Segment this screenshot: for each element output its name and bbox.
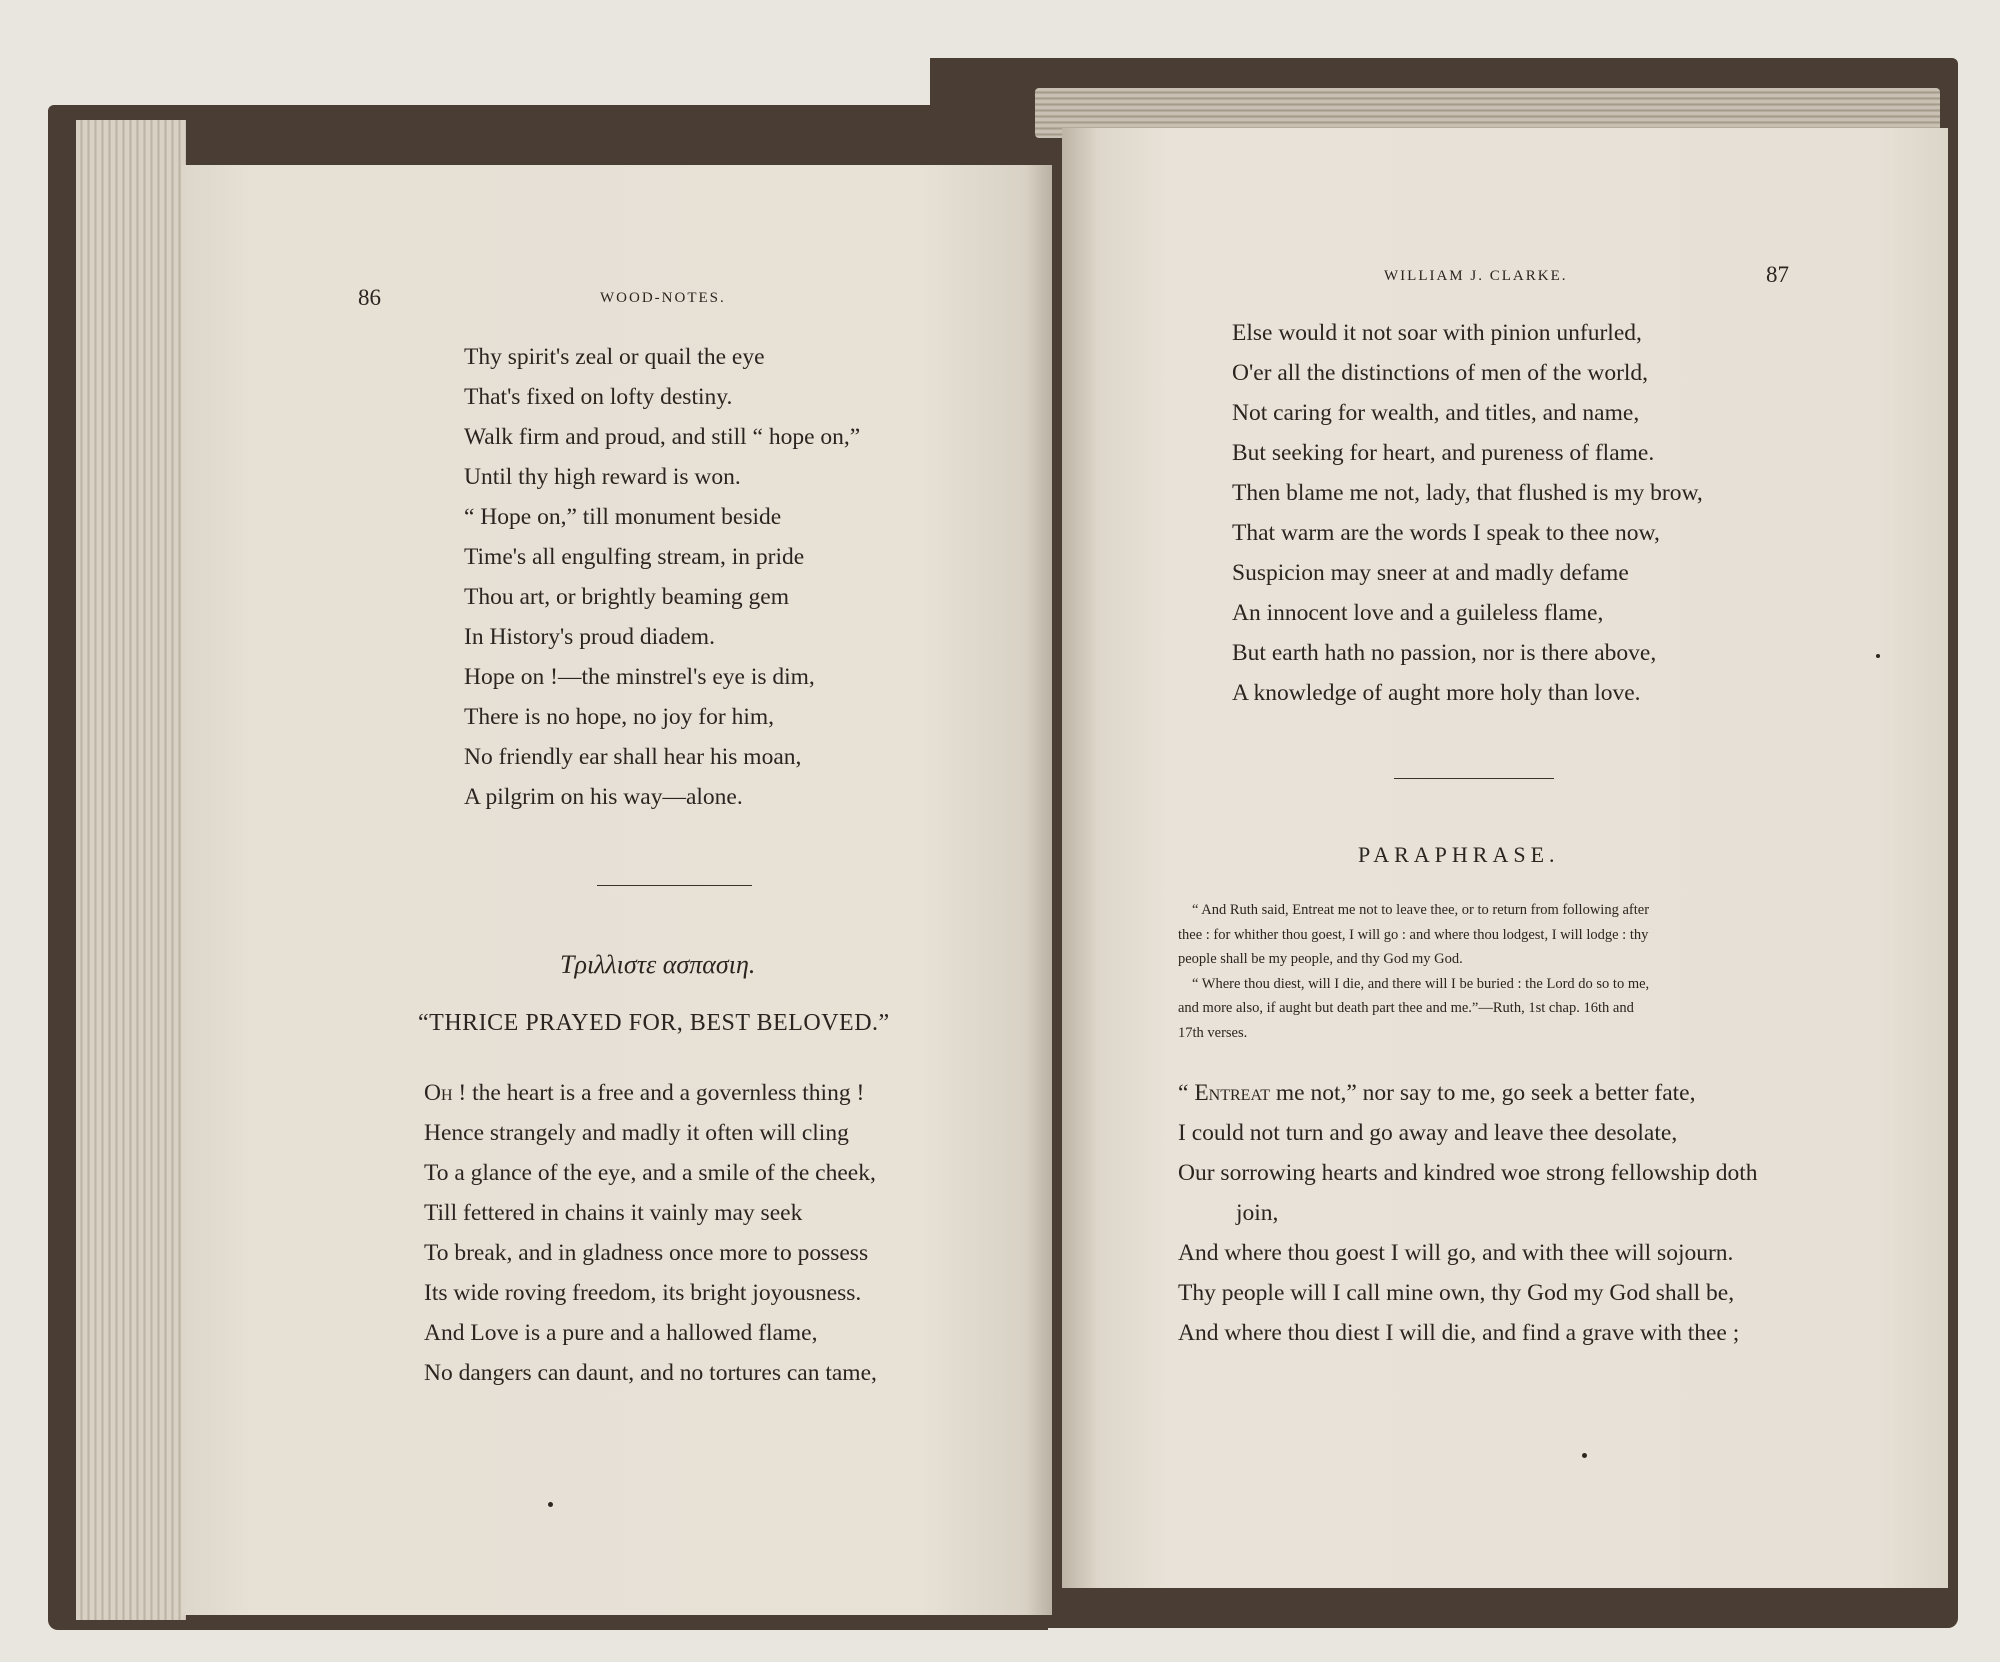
- ink-speck: [1876, 654, 1880, 658]
- epigraph-line: thee : for whither thou goest, I will go : and where thou lodgest, I will lodge : thy: [1178, 926, 1649, 943]
- verse-line-rest: ! the heart is a free and a governless thing !: [452, 1080, 865, 1106]
- right-poem: [1178, 1073, 1758, 1353]
- ink-speck: [548, 1502, 553, 1507]
- verse-line: An innocent love and a guileless flame,: [1232, 600, 1604, 626]
- epigraph-line: “ And Ruth said, Entreat me not to leave thee, or to return from following after: [1192, 902, 1650, 918]
- verse-line: “ Hope on,” till monument beside: [464, 504, 782, 530]
- open-quote: “: [1178, 1080, 1195, 1106]
- left-page-number: 86: [358, 285, 381, 310]
- verse-line: O'er all the distinctions of men of the world,: [1232, 360, 1649, 386]
- verse-line: Our sorrowing hearts and kindred woe strong fellowship doth: [1178, 1160, 1758, 1186]
- ink-speck: [1582, 1453, 1587, 1458]
- epigraph-line: people shall be my people, and thy God my God.: [1178, 951, 1463, 967]
- left-poem: [424, 1073, 877, 1393]
- drop-word: Entreat: [1194, 1080, 1270, 1106]
- page-edges-left: [76, 120, 186, 1620]
- verse-line: No friendly ear shall hear his moan,: [464, 744, 802, 770]
- epigraph-line: 17th verses.: [1178, 1024, 1248, 1041]
- verse-line: Till fettered in chains it vainly may seek: [424, 1200, 803, 1226]
- verse-line: Thy people will I call mine own, thy God my God shall be,: [1178, 1280, 1735, 1306]
- verse-line: Its wide roving freedom, its bright joyousness.: [424, 1280, 862, 1306]
- verse-line: But earth hath no passion, nor is there above,: [1232, 640, 1657, 666]
- verse-line: No dangers can daunt, and no tortures can tame,: [424, 1360, 877, 1386]
- verse-line: Time's all engulfing stream, in pride: [464, 544, 805, 570]
- verse-line: Until thy high reward is won.: [464, 464, 741, 490]
- left-section-rule: [597, 885, 752, 886]
- right-page-number: 87: [1766, 262, 1789, 287]
- verse-line: [1178, 1073, 1758, 1113]
- verse-line: But seeking for heart, and pureness of flame.: [1232, 440, 1655, 466]
- verse-line: Thou art, or brightly beaming gem: [464, 584, 790, 610]
- verse-line-rest: me not,” nor say to me, go seek a better fate,: [1270, 1080, 1696, 1106]
- verse-line: Hope on !—the minstrel's eye is dim,: [464, 664, 815, 690]
- verse-line: A pilgrim on his way—alone.: [464, 784, 743, 810]
- verse-line: In History's proud diadem.: [464, 624, 715, 650]
- verse-line: And where thou diest I will die, and find a grave with thee ;: [1178, 1320, 1740, 1346]
- verse-line: Walk firm and proud, and still “ hope on,”: [464, 424, 861, 450]
- verse-line: There is no hope, no joy for him,: [464, 704, 775, 730]
- verse-line: Suspicion may sneer at and madly defame: [1232, 560, 1629, 586]
- epigraph-line: “ Where thou diest, will I die, and there will I be buried : the Lord do so to me,: [1192, 975, 1650, 992]
- verse-line: Hence strangely and madly it often will cling: [424, 1120, 849, 1146]
- verse-line: That warm are the words I speak to thee now,: [1232, 520, 1660, 546]
- right-running-head: WILLIAM J. CLARKE.: [1384, 268, 1568, 284]
- verse-line: Thy spirit's zeal or quail the eye: [464, 344, 765, 370]
- right-stanza: [1232, 313, 1703, 713]
- drop-word: Oh: [424, 1080, 453, 1106]
- left-page: [182, 165, 1052, 1615]
- left-running-head: WOOD-NOTES.: [600, 290, 726, 306]
- verse-line: Not caring for wealth, and titles, and name,: [1232, 400, 1640, 426]
- verse-line: To break, and in gladness once more to possess: [424, 1240, 869, 1266]
- section-heading: PARAPHRASE.: [1358, 842, 1560, 867]
- verse-line: And Love is a pure and a hallowed flame,: [424, 1320, 818, 1346]
- verse-line: I could not turn and go away and leave thee desolate,: [1178, 1120, 1678, 1146]
- right-section-rule: [1394, 778, 1554, 779]
- epigraph-line: and more also, if aught but death part thee and me.”—Ruth, 1st chap. 16th and: [1178, 1000, 1634, 1016]
- verse-line: And where thou goest I will go, and with thee will sojourn.: [1178, 1240, 1734, 1266]
- verse-line: That's fixed on lofty destiny.: [464, 384, 733, 410]
- poem-title: “THRICE PRAYED FOR, BEST BELOVED.”: [418, 1010, 890, 1036]
- right-page: [1062, 128, 1948, 1588]
- verse-line: Then blame me not, lady, that flushed is my brow,: [1232, 480, 1703, 506]
- verse-line: To a glance of the eye, and a smile of the cheek,: [424, 1160, 876, 1186]
- left-stanza: [464, 337, 860, 817]
- verse-line: join,: [1236, 1200, 1279, 1226]
- epigraph: [1178, 898, 1649, 1045]
- verse-line: Else would it not soar with pinion unfurled,: [1232, 320, 1642, 346]
- greek-title: Τριλλιστε ασπασιη.: [560, 950, 756, 979]
- verse-line: [424, 1073, 877, 1113]
- verse-line: A knowledge of aught more holy than love.: [1232, 680, 1641, 706]
